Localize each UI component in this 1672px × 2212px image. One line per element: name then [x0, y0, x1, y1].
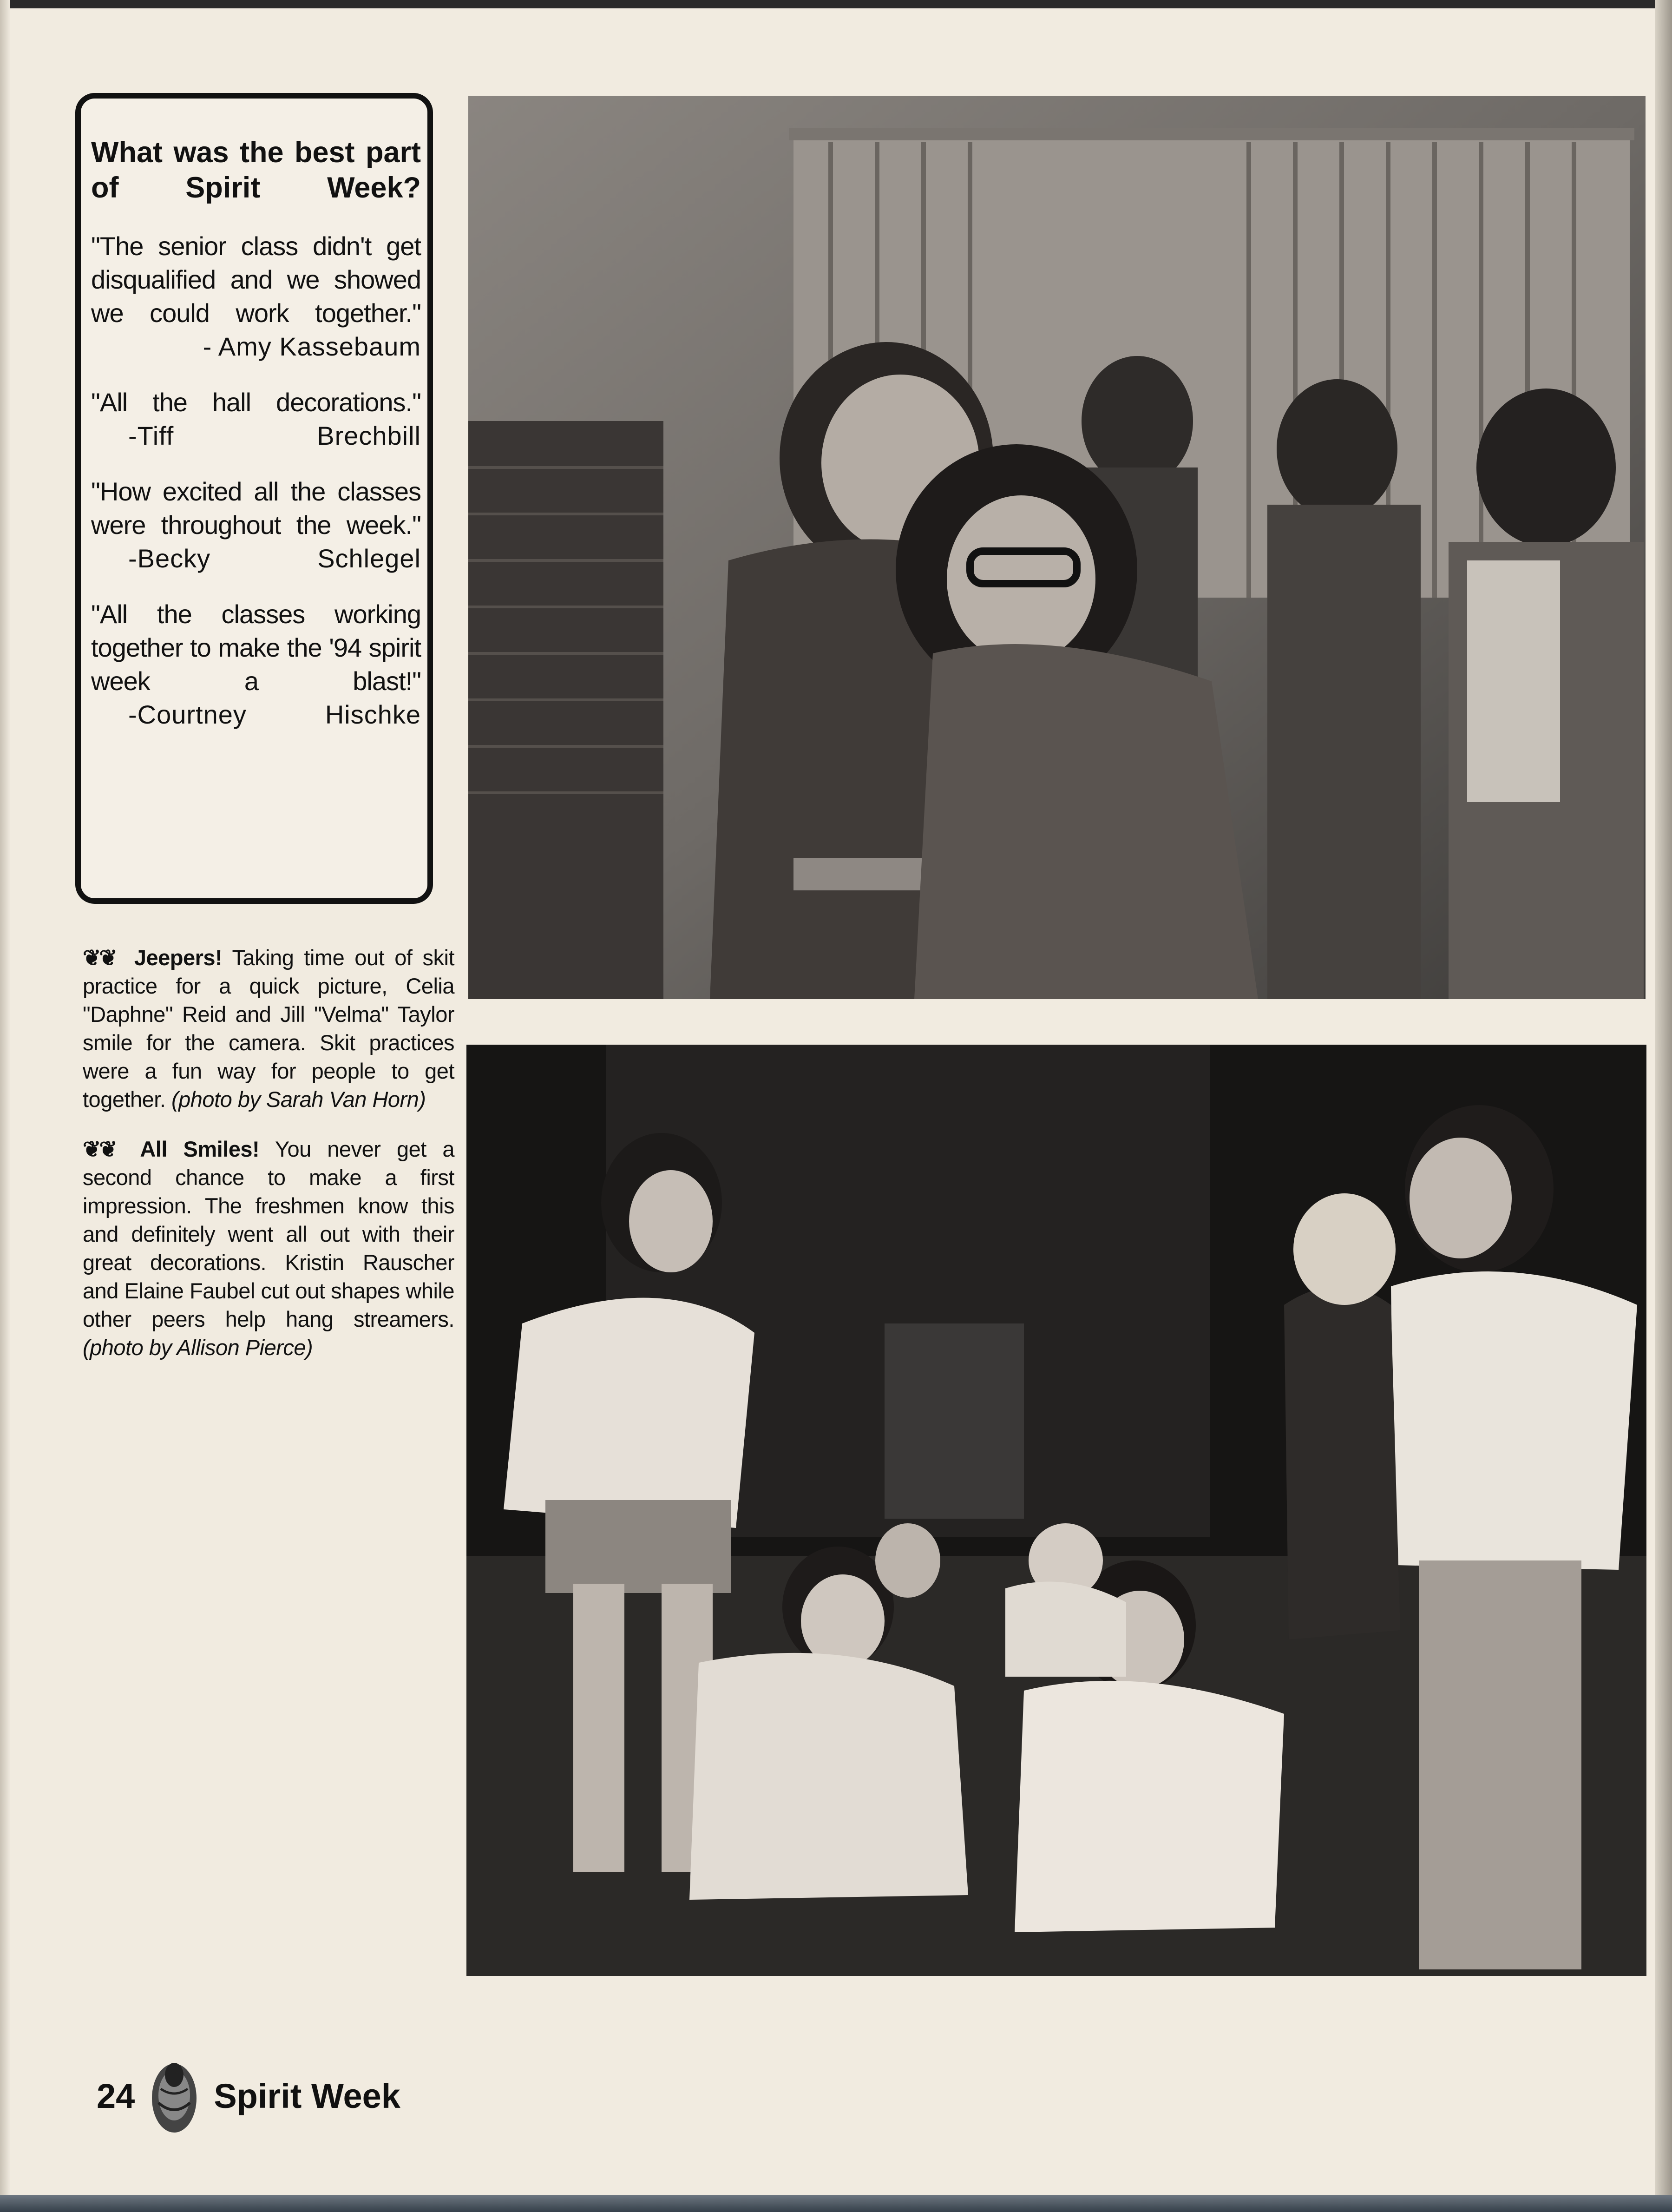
- quote-2: [91, 386, 421, 453]
- photo-skit-practice-image: [468, 96, 1646, 999]
- caption-headline: Jeepers!: [134, 945, 223, 970]
- quote-author-first: -Tiff: [128, 421, 174, 450]
- quote-box-content: [91, 135, 421, 754]
- caption-marker-icon: ❦❦: [83, 1137, 116, 1161]
- page-footer: [97, 2063, 400, 2128]
- quote-1: [91, 230, 421, 363]
- quote-text: "The senior class didn't get disqualified and we showed we could work together.": [91, 231, 421, 328]
- quote-author-last: Brechbill: [317, 421, 421, 450]
- photo-credit: (photo by Sarah Van Horn): [171, 1087, 426, 1112]
- caption-body: You never get a second chance to make a first impression. The freshmen know this and definitely went all out with their great decorations. Kristin Rauscher and Elaine Faubel cut out shapes while other peers help hang streamers.: [83, 1137, 454, 1331]
- quote-author-last: Schlegel: [317, 544, 421, 573]
- photo-credit: (photo by Allison Pierce): [83, 1335, 313, 1360]
- quote-author: [91, 542, 421, 575]
- page-edge-top: [0, 0, 1672, 8]
- quote-text: "All the hall decorations.": [91, 388, 421, 417]
- photo-skit-practice: [468, 96, 1646, 999]
- page-edge-left: [0, 0, 10, 2212]
- question-heading: What was the best part of Spirit Week?: [91, 136, 421, 204]
- school-mascot-logo-icon: [147, 2056, 202, 2135]
- quote-text: "All the classes working together to make the '94 spirit week a blast!": [91, 599, 421, 696]
- photo-captions: [83, 943, 454, 1383]
- page-edge-bottom: [0, 2195, 1672, 2212]
- caption-marker-icon: ❦❦: [83, 945, 116, 970]
- quote-text: "How excited all the classes were throughout the week.": [91, 477, 421, 540]
- caption-all-smiles: [83, 1135, 454, 1362]
- quote-author: - Amy Kassebaum: [203, 332, 421, 361]
- quote-author-first: -Courtney: [128, 700, 247, 729]
- quote-author: [91, 419, 421, 453]
- section-title: Spirit Week: [214, 2076, 400, 2115]
- quote-4: [91, 598, 421, 731]
- caption-headline: All Smiles!: [140, 1137, 260, 1161]
- quote-box: [75, 93, 433, 904]
- quote-author-first: -Becky: [128, 544, 211, 573]
- quote-3: [91, 475, 421, 575]
- quote-author-last: Hischke: [325, 700, 421, 729]
- quote-author: [91, 698, 421, 731]
- page-number: 24: [97, 2076, 135, 2115]
- page-edge-right: [1655, 0, 1672, 2212]
- caption-jeepers: [83, 943, 454, 1113]
- photo-freshmen-decorating: [466, 1045, 1646, 1976]
- photo-freshmen-decorating-image: [466, 1045, 1646, 1976]
- caption-body: Taking time out of skit practice for a quick picture, Celia "Daphne" Reid and Jill "Velma" Taylor smile for the camera. Skit practices were a fun way for people to get together.: [83, 945, 454, 1112]
